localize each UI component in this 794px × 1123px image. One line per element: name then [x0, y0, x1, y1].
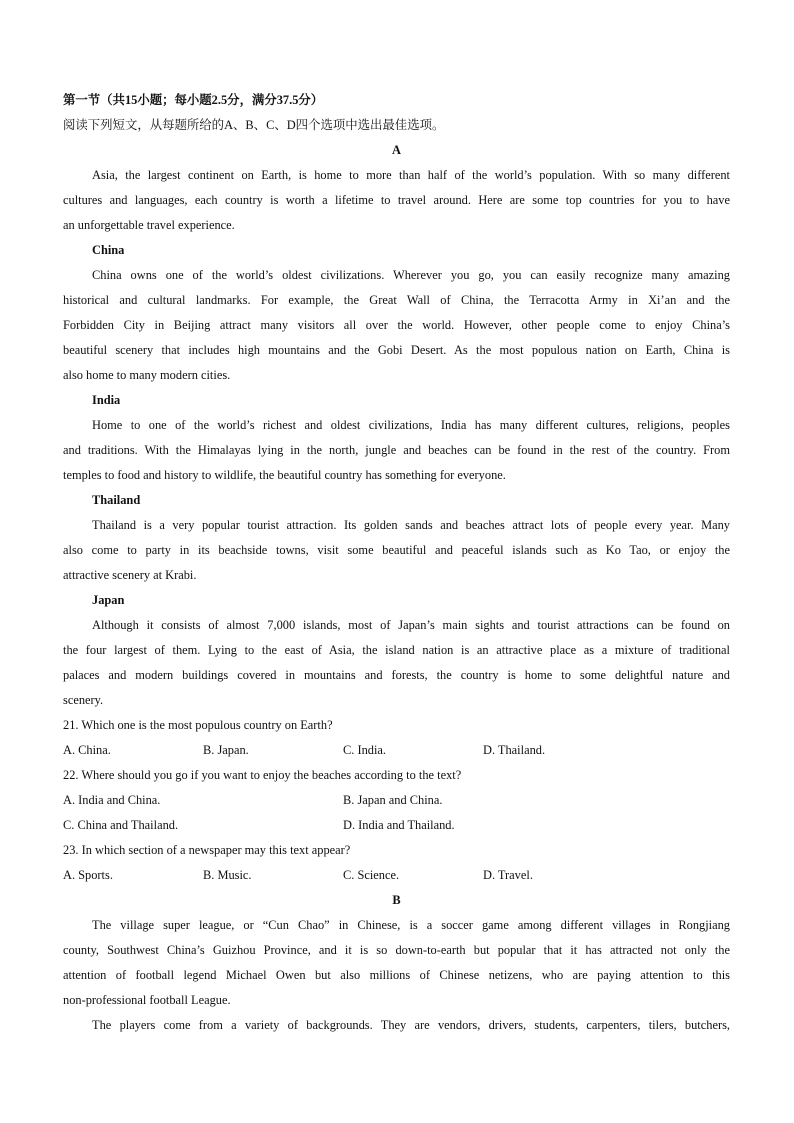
passage-b-line: non-professional football League.: [63, 993, 231, 1007]
thailand-line: also come to party in its beachside towns, visit some beautiful and peaceful islands such as Ko Tao, or enjoy the: [63, 543, 730, 557]
option-a: A. China.: [63, 743, 111, 757]
thailand-line: Thailand is a very popular tourist attraction. Its golden sands and beaches attract lots of people every year. Many: [92, 518, 730, 532]
china-line: beautiful scenery that includes high mountains and the Gobi Desert. As the most populous nation on Earth, China is: [63, 343, 730, 357]
option-b: B. Japan.: [203, 743, 249, 757]
question-21-options: [63, 738, 730, 763]
option-c: C. Science.: [343, 868, 400, 882]
china-line: China owns one of the world’s oldest civilizations. Wherever you go, you can easily recognize many amazing: [92, 268, 730, 282]
option-c: C. China and Thailand.: [63, 818, 179, 832]
option-c: C. India.: [343, 743, 387, 757]
japan-line: Although it consists of almost 7,000 islands, most of Japan’s main sights and tourist attractions can be found on: [92, 618, 730, 632]
option-d: D. Thailand.: [483, 743, 546, 757]
passage-a-intro-line: an unforgettable travel experience.: [63, 218, 235, 232]
passage-a-intro-line: Asia, the largest continent on Earth, is home to more than half of the world’s population. With so many different: [92, 168, 730, 182]
india-line: temples to food and history to wildlife, the beautiful country has something for everyone.: [63, 468, 506, 482]
heading-japan: Japan: [92, 593, 125, 607]
china-line: also home to many modern cities.: [63, 368, 231, 382]
instruction-text: 阅读下列短文，从每题所给的A、B、C、D四个选项中选出最佳选项。: [63, 118, 445, 132]
passage-b-label: B: [392, 893, 401, 907]
passage-a-label: A: [392, 143, 401, 157]
option-b: B. Japan and China.: [343, 793, 443, 807]
japan-line: the four largest of them. Lying to the east of Asia, the island nation is an attractive place as a mixture of traditional: [63, 643, 730, 657]
question-21-stem: 21. Which one is the most populous country on Earth?: [63, 718, 333, 732]
passage-b-line: The village super league, or “Cun Chao” in Chinese, is a soccer game among different villages in Rongjiang: [92, 918, 730, 932]
india-line: and traditions. With the Himalayas lying in the north, jungle and beaches can be found in the rest of the country. From: [63, 443, 730, 457]
heading-india: India: [92, 393, 121, 407]
question-23-stem: 23. In which section of a newspaper may this text appear?: [63, 843, 351, 857]
option-a: A. Sports.: [63, 868, 113, 882]
section-title: 第一节（共15小题；每小题2.5分，满分37.5分）: [63, 93, 324, 107]
passage-b-line: county, Southwest China’s Guizhou Province, and it is so down-to-earth but popular that it has attracted not only the: [63, 943, 730, 957]
heading-china: China: [92, 243, 125, 257]
japan-line: palaces and modern buildings covered in mountains and forests, the country is home to some delightful nature and: [63, 668, 730, 682]
option-a: A. India and China.: [63, 793, 161, 807]
heading-thailand: Thailand: [92, 493, 141, 507]
document-page: [63, 88, 730, 1038]
question-22-options-row1: [63, 788, 730, 813]
question-23-options: [63, 863, 730, 888]
japan-line: scenery.: [63, 693, 104, 707]
thailand-line: attractive scenery at Krabi.: [63, 568, 197, 582]
question-22-stem: 22. Where should you go if you want to enjoy the beaches according to the text?: [63, 768, 462, 782]
india-line: Home to one of the world’s richest and oldest civilizations, India has many different cultures, religions, peoples: [92, 418, 730, 432]
china-line: historical and cultural landmarks. For example, the Great Wall of China, the Terracotta Army in Xi’an and the: [63, 293, 730, 307]
option-d: D. Travel.: [483, 868, 533, 882]
option-b: B. Music.: [203, 868, 252, 882]
passage-b-line: The players come from a variety of backgrounds. They are vendors, drivers, students, carpenters, tilers, butchers,: [92, 1018, 730, 1032]
passage-b-line: attention of football legend Michael Owen but also millions of Chinese netizens, who are paying attention to this: [63, 968, 730, 982]
passage-a-intro-line: cultures and languages, each country is worth a lifetime to travel around. Here are some top countries for you to have: [63, 193, 730, 207]
china-line: Forbidden City in Beijing attract many visitors all over the world. However, other people come to enjoy China’s: [63, 318, 730, 332]
question-22-options-row2: [63, 813, 730, 838]
option-d: D. India and Thailand.: [343, 818, 455, 832]
